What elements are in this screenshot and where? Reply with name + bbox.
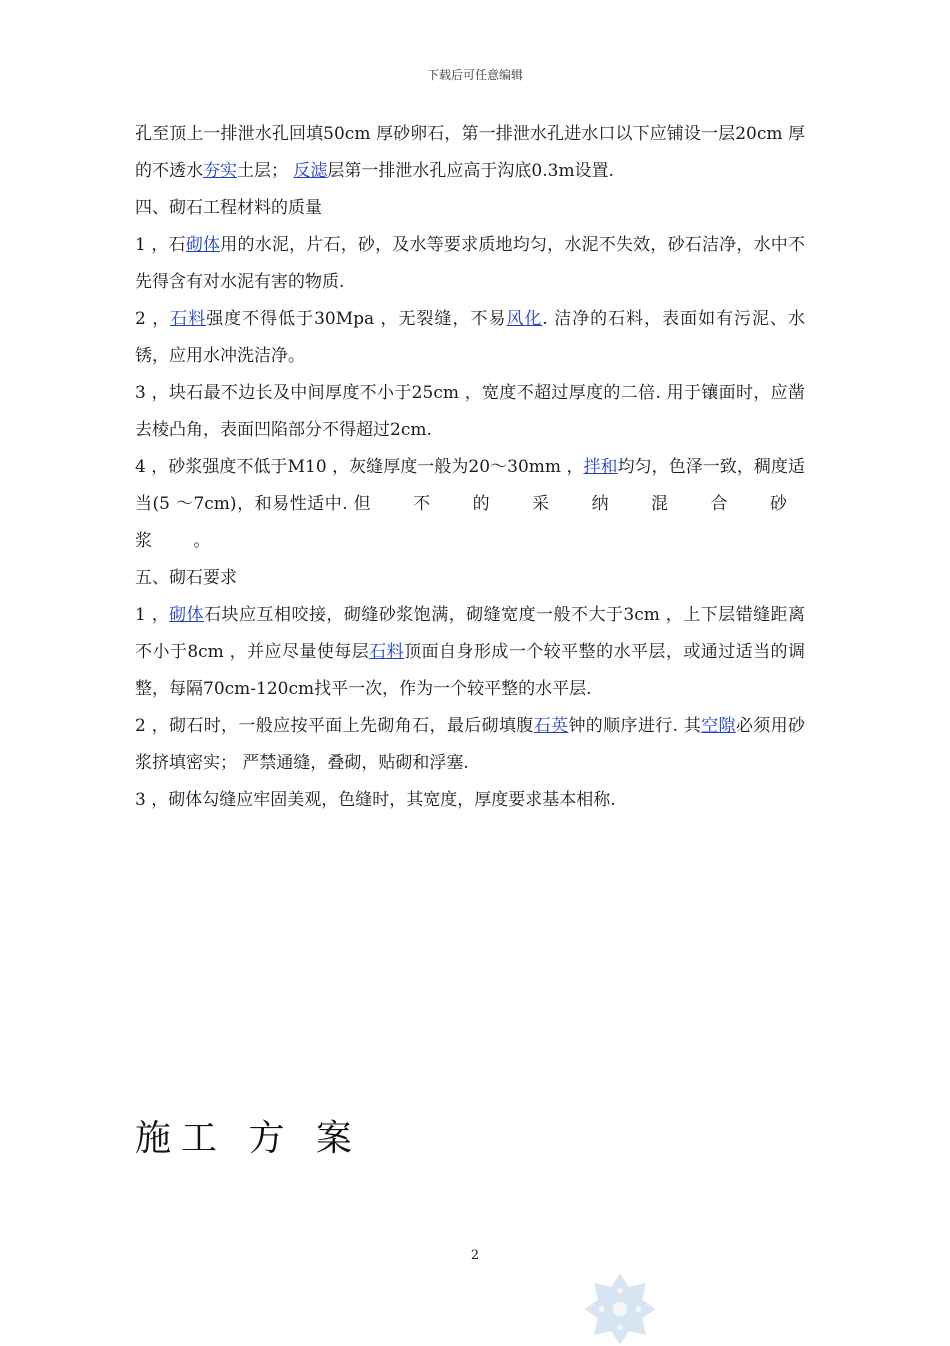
term-link[interactable]: 风化 — [506, 309, 543, 329]
snowflake-icon — [583, 1272, 657, 1346]
paragraph — [135, 301, 805, 375]
term-link[interactable]: 石料 — [369, 642, 405, 662]
paragraph-text: 4 ，砂浆强度不低于M10 ，灰缝厚度一般为20～30mm ， — [135, 457, 584, 477]
paragraph-text: 四、砌石工程材料的质量 — [135, 198, 322, 218]
term-link[interactable]: 砌体 — [185, 235, 221, 255]
paragraph-text: . 洁净的石料，表面如有污泥、水锈，应用水冲洗洁净。 — [135, 309, 806, 366]
term-link[interactable]: 石英 — [533, 716, 569, 736]
paragraph-text: 必须用砂浆挤填密实； 严禁通缝，叠砌，贴砌和浮塞. — [135, 716, 806, 773]
paragraph-text: 2 ，砌石时，一般应按平面上先砌角石，最后砌填腹 — [135, 716, 534, 736]
paragraph-text: 层第一排泄水孔应高于沟底0.3m设置. — [327, 161, 614, 181]
paragraph-text: 均匀，色泽一致，稠度适当(5 ～7cm)，和易性适中. — [135, 457, 806, 514]
paragraph — [135, 708, 805, 782]
term-link[interactable]: 空隙 — [701, 716, 736, 736]
page-number: 2 — [470, 1248, 480, 1263]
paragraph — [135, 782, 805, 819]
paragraph-text: 钟的顺序进行. 其 — [568, 716, 702, 736]
term-link[interactable]: 反滤 — [293, 161, 328, 181]
paragraph — [135, 597, 805, 708]
document-body — [135, 116, 805, 819]
paragraph-text: 强度不得低于30Mpa ，无裂缝，不易 — [206, 309, 507, 329]
paragraph — [135, 116, 805, 190]
paragraph — [135, 375, 805, 449]
paragraph-text: 2 ， — [135, 309, 171, 329]
term-link[interactable]: 石料 — [170, 309, 207, 329]
term-link[interactable]: 夯实 — [203, 161, 237, 181]
paragraph-text: 孔至顶上一排泄水孔回填50cm 厚砂卵石，第一排泄水孔进水口以下应铺设一层20cm 厚的不透水 — [135, 124, 805, 181]
term-link[interactable]: 拌和 — [583, 457, 618, 477]
paragraph-text: 五、砌石要求 — [135, 568, 237, 588]
section-title: 施工 方 案 — [135, 1118, 362, 1159]
page-header: 下载后可任意编辑 — [426, 68, 523, 82]
paragraph-text: 3 ，块石最不边长及中间厚度不小于25cm ，宽度不超过厚度的二倍. 用于镶面时，应凿去棱凸角，表面凹陷部分不得超过2cm. — [135, 383, 805, 440]
term-link[interactable]: 砌体 — [169, 605, 205, 625]
paragraph-text: 1 ， — [135, 605, 170, 625]
paragraph-text: 石块应互相咬接，砌缝砂浆饱满，砌缝宽度一般不大于3cm ，上下层错缝距离不小于8cm ，并应尽量使每层 — [135, 605, 806, 662]
paragraph-text: 但 不 的 采 纳 混 合 砂 浆 。 — [135, 494, 805, 551]
paragraph-text: 用的水泥，片石，砂，及水等要求质地均匀，水泥不失效，砂石洁净，水中不先得含有对水泥有害的物质. — [135, 235, 806, 292]
paragraph-text: 3 ，砌体勾缝应牢固美观，色缝时，其宽度，厚度要求基本相称. — [135, 790, 616, 810]
paragraph-text: 土层； — [237, 161, 294, 181]
paragraph — [135, 449, 805, 560]
paragraph — [135, 560, 805, 597]
paragraph-text: 1 ，石 — [135, 235, 186, 255]
paragraph-text: 顶面自身形成一个较平整的水平层，或通过适当的调整，每隔70cm-120cm找平一次，作为一个较平整的水平层. — [135, 642, 806, 699]
paragraph — [135, 227, 805, 301]
paragraph — [135, 190, 805, 227]
